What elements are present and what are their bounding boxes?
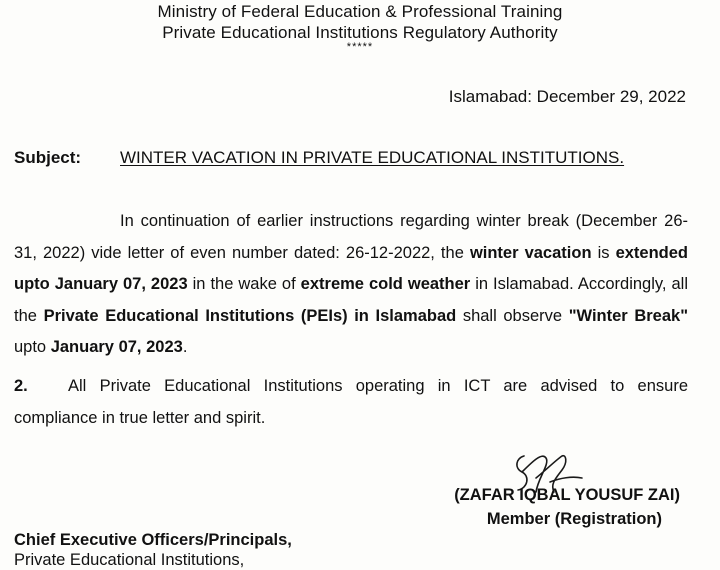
paragraph-1-bold: extended upto January 07, 2023 xyxy=(14,243,688,293)
paragraph-1-text: is xyxy=(591,243,616,262)
paragraph-1-text: . xyxy=(182,338,188,356)
paragraph-1-text: shall observe xyxy=(456,306,569,325)
paragraph-2 xyxy=(14,371,688,434)
subject-text: WINTER VACATION IN PRIVATE EDUCATIONAL INSTITUTIONS. xyxy=(120,148,625,167)
subject-label: Subject: xyxy=(14,148,82,167)
paragraph-1-bold: winter vacation xyxy=(469,243,592,262)
signatory-title: Member (Registration) xyxy=(486,510,662,528)
paragraph-1-text: in Islamabad. Accordingly, all the xyxy=(14,275,688,325)
signatory-name: (ZAFAR IQBAL YOUSUF ZAI) xyxy=(454,486,680,504)
paragraph-1-bold: "Winter Break" xyxy=(568,306,689,325)
addressee-line-1: Chief Executive Officers/Principals, xyxy=(14,531,292,549)
paragraph-1-bold: January 07, 2023 xyxy=(50,338,183,356)
date-line: Islamabad: December 29, 2022 xyxy=(448,87,686,106)
paragraph-1-bold: Private Educational Institutions (PEIs) in Islamabad xyxy=(43,306,457,325)
ministry-name: Ministry of Federal Education & Professional Training xyxy=(157,2,563,21)
authority-name: Private Educational Institutions Regulatory Authority xyxy=(162,23,558,42)
paragraph-1-text: In continuation of earlier instructions regarding winter break (December 26-31, 2022) vide letter of even number dated: 26-12-2022, the xyxy=(14,212,688,262)
paragraph-1-text: in the wake of xyxy=(187,275,301,293)
paragraph-1-text: upto xyxy=(14,338,51,356)
paragraph-1-bold: extreme cold weather xyxy=(300,275,471,293)
paragraph-1 xyxy=(14,206,688,364)
addressee-line-2: Private Educational Institutions, xyxy=(14,551,245,569)
paragraph-2-text: All Private Educational Institutions operating in ICT are advised to ensure compliance in true letter and spirit. xyxy=(14,377,688,427)
header-separator: ***** xyxy=(346,41,374,53)
paragraph-number: 2. xyxy=(14,377,28,395)
